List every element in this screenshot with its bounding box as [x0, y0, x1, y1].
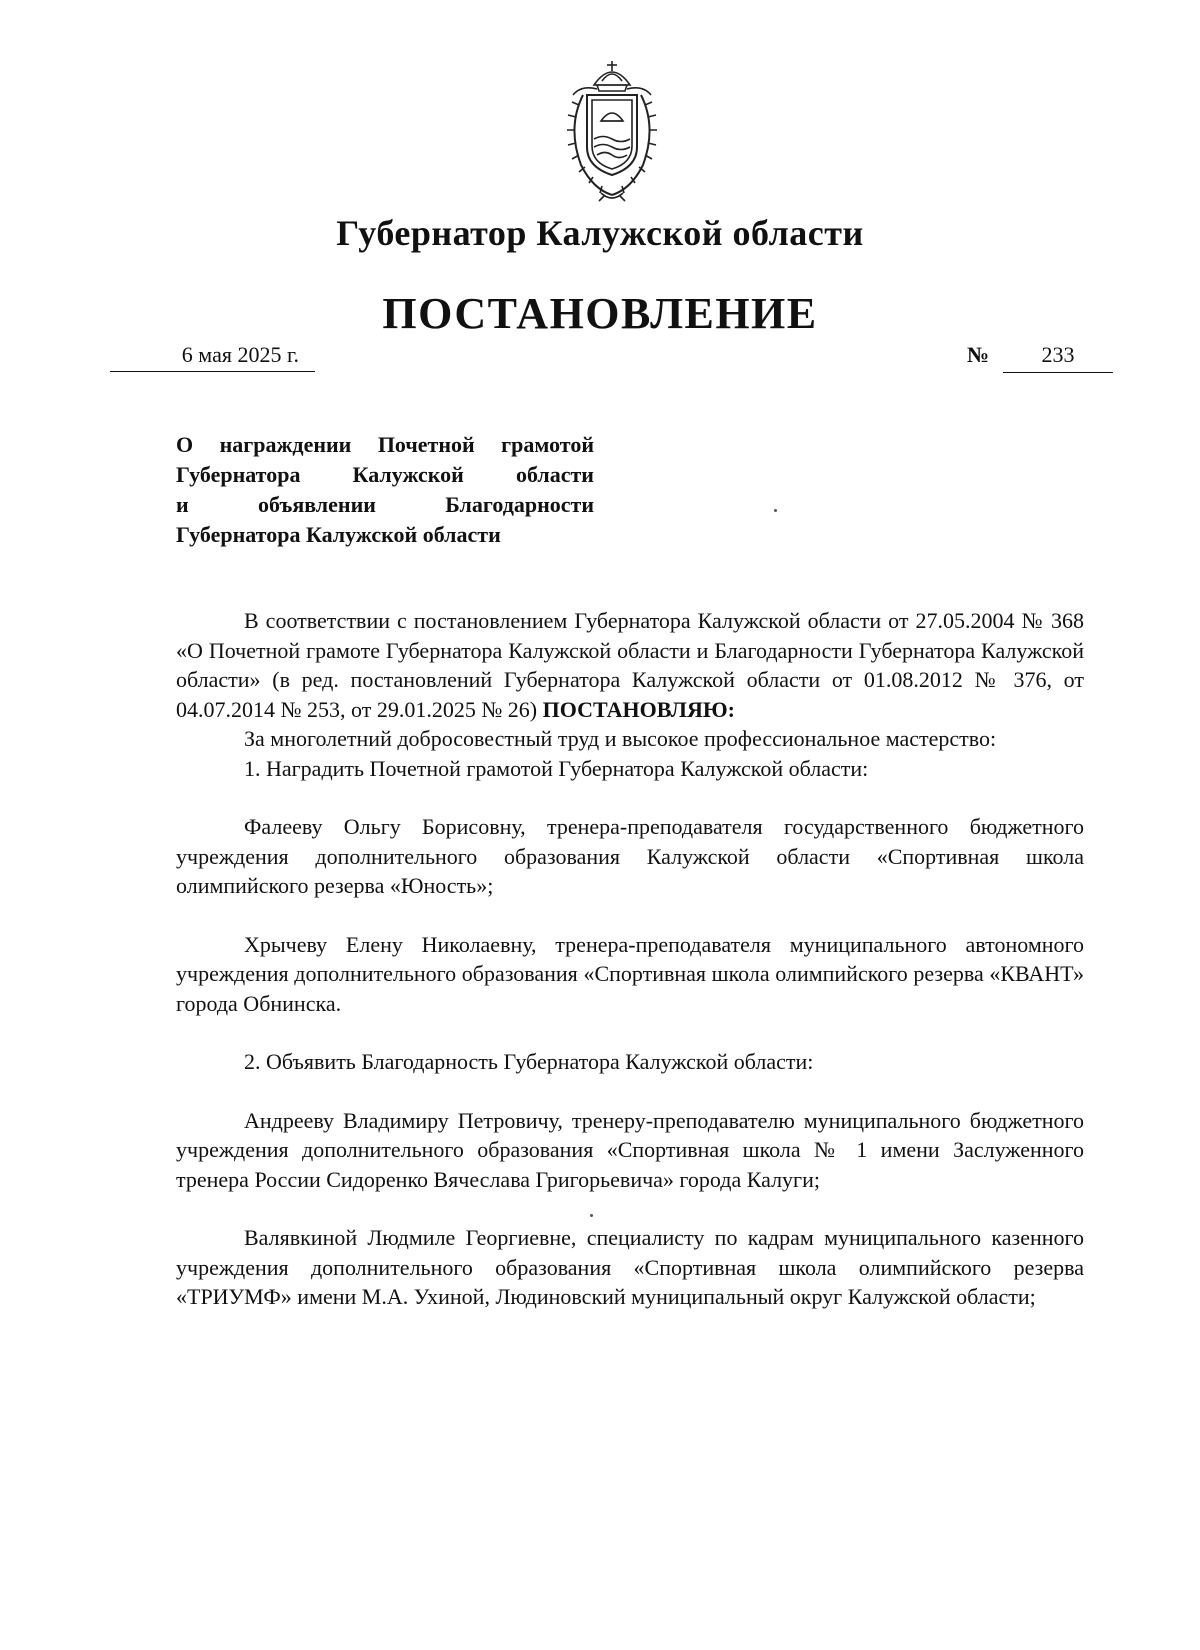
scan-speck: [774, 509, 777, 512]
document-number: 233: [1003, 342, 1113, 373]
document-date: 6 мая 2025 г.: [110, 342, 315, 372]
subject-line: О награждении Почетной грамотой: [176, 432, 594, 457]
reason-paragraph: За многолетний добросовестный труд и высокое профессиональное мастерство:: [244, 726, 997, 751]
subject-line: Губернатора Калужской области: [176, 462, 594, 487]
gratitude-entry: Валявкиной Людмиле Георгиевне, специалисту по кадрам муниципального казенного учреждения дополнительного образования «Спортивная школа олимпийского резерва «ТРИУМФ» имени М.А. Ухиной, Людиновский муниципальный округ Калужской области;: [176, 1225, 1084, 1309]
decree-word: ПОСТАНОВЛЯЮ:: [542, 696, 735, 722]
document-subject: [176, 430, 594, 550]
award-entry: Хрычеву Елену Николаевну, тренера-преподавателя муниципального автономного учреждения дополнительного образования «Спортивная школа олимпийского резерва «КВАНТ» города Обнинска.: [176, 931, 1084, 1016]
document-number-field: [967, 342, 1113, 372]
number-sign: №: [967, 342, 990, 367]
issuing-authority: Губернатор Калужской области: [336, 213, 864, 253]
document-type-title: ПОСТАНОВЛЕНИЕ: [382, 289, 818, 338]
subject-line: и объявлении Благодарности: [176, 492, 594, 517]
preamble-paragraph: [176, 606, 1084, 724]
gratitude-entry: Андрееву Владимиру Петровичу, тренеру-преподавателю муниципального бюджетного учреждения дополнительного образования «Спортивная школа № 1 имени Заслуженного тренера России Сидоренко Вячеслава Григорьевича» города Калуги;: [176, 1107, 1084, 1192]
scan-speck: [590, 1214, 593, 1217]
section-1-heading: 1. Наградить Почетной грамотой Губернатора Калужской области:: [244, 755, 869, 781]
section-2-heading: 2. Объявить Благодарность Губернатора Калужской области:: [244, 1049, 814, 1074]
award-entry: Фалееву Ольгу Борисовну, тренера-преподавателя государственного бюджетного учреждения дополнительного образования Калужской области «Спортивная школа олимпийского резерва «Юность»;: [176, 814, 1084, 898]
document-body: [176, 606, 1084, 1312]
coat-of-arms-emblem: [557, 55, 667, 203]
subject-line: Губернатора Калужской области: [176, 522, 501, 547]
preamble-text: В соответствии с постановлением Губернатора Калужской области от 27.05.2004 № 368 «О Почетной грамоте Губернатора Калужской области и Благодарности Губернатора Калужской области» (в ред. постановлений Губернатора Калужской области от 01.08.2012 № 376, от 04.07.2014 № 253, от 29.01.2025 № 26): [176, 608, 1084, 722]
